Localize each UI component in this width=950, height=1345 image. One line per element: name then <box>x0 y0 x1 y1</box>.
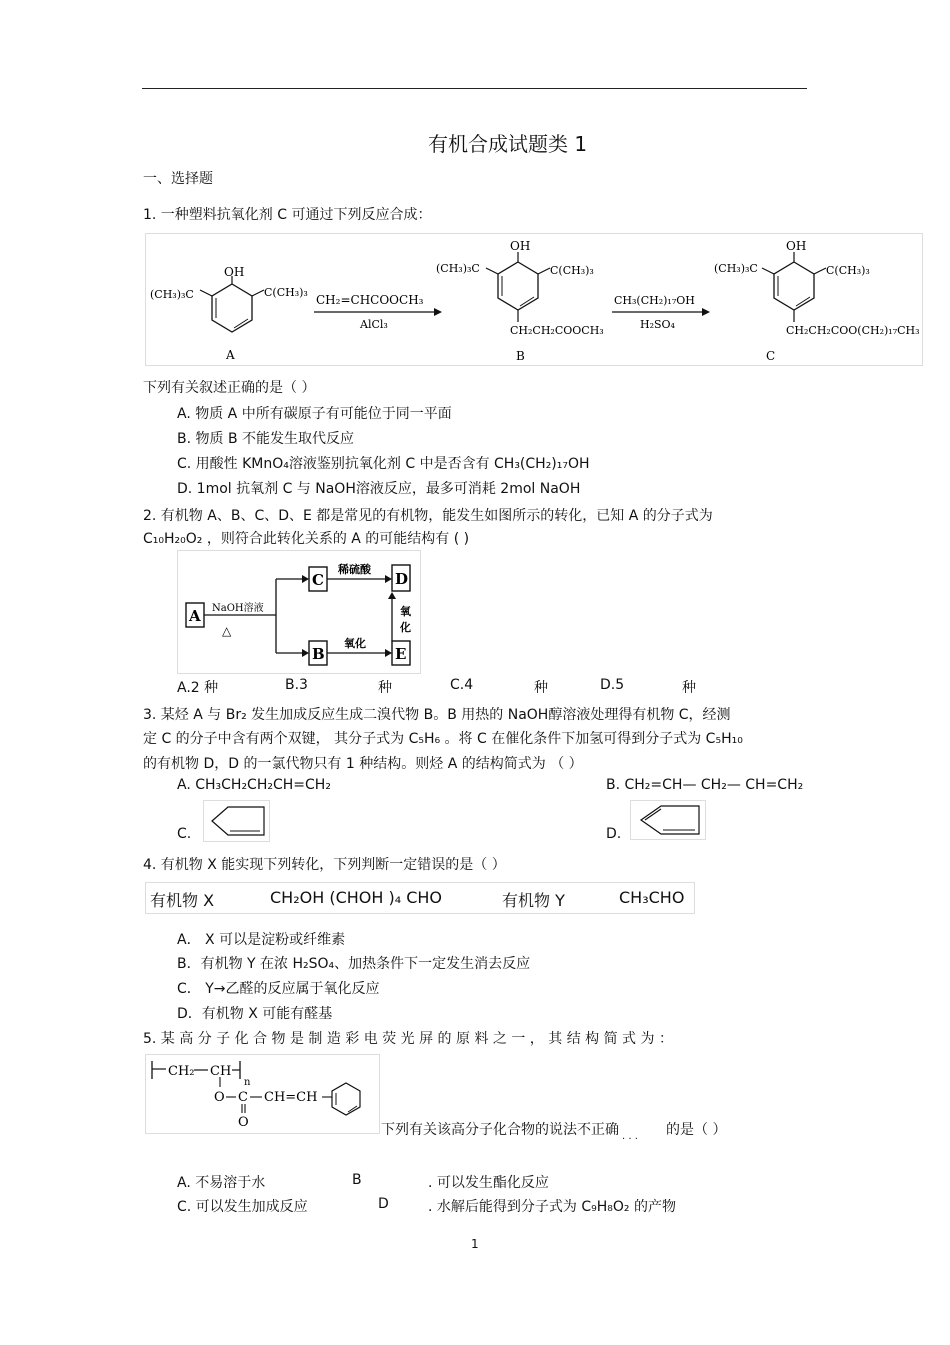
cond-acid: 稀硫酸 <box>338 563 371 576</box>
q4-option-b: B．有机物 Y 在浓 H₂SO₄、加热条件下一定发生消去反应 <box>177 956 531 972</box>
q4-option-c: C． Y→乙醛的反应属于氧化反应 <box>177 981 380 997</box>
b-left-group: (CH₃)₃C <box>436 262 480 275</box>
q4-option-d: D．有机物 X 可能有醛基 <box>177 1006 333 1022</box>
q3-option-a: A. CH₃CH₂CH₂CH=CH₂ <box>177 777 331 793</box>
node-a: A <box>189 607 201 625</box>
q2-diagram <box>177 550 421 674</box>
q1-reaction-svg <box>146 234 922 365</box>
q5-chain: CH=CH <box>264 1090 318 1105</box>
q3-line2: 定 C 的分子中含有两个双键， 其分子式为 C₅H₆ 。将 C 在催化条件下加氢可得到分子式为 C₅H₁₀ <box>143 731 743 747</box>
q1-question: 下列有关叙述正确的是（ ） <box>143 380 316 396</box>
q1-scheme <box>145 233 923 366</box>
cond-oxidation-2b: 化 <box>400 621 411 634</box>
node-b: B <box>312 645 325 663</box>
cond-oxidation-2a: 氧 <box>400 605 411 618</box>
compound-c <box>714 239 920 363</box>
q4-chain-x: 有机物 X <box>150 891 215 910</box>
b-right-group: C(CH₃)₃ <box>550 264 594 277</box>
q5-option-a: A. 不易溶于水 <box>177 1175 266 1191</box>
q5-stem: 5. 某 高 分 子 化 合 物 是 制 造 彩 电 荧 光 屏 的 原 料 之 一 ， 其 结 构 简 式 为 ： <box>143 1031 673 1047</box>
c-oh: OH <box>786 239 807 253</box>
q5-question: 下列有关该高分子化合物的说法不正确 <box>381 1122 619 1138</box>
q5-o: O <box>214 1090 225 1105</box>
q5-c: C <box>238 1090 248 1105</box>
page-title: 有机合成试题类 1 <box>428 132 588 156</box>
q5-option-c: C. 可以发生加成反应 <box>177 1199 308 1215</box>
q3-line1: 3. 某烃 A 与 Br₂ 发生加成反应生成二溴代物 B。B 用热的 NaOH醇溶液处理得有机物 C，经测 <box>143 707 731 723</box>
q5-ch2: CH₂ <box>168 1064 195 1079</box>
q2-option-d: D.5 <box>600 677 625 693</box>
reagent-2: CH₃(CH₂)₁₇OH <box>614 294 695 307</box>
label-b: B <box>516 349 525 363</box>
q5-ch: CH <box>210 1064 232 1079</box>
reagent-1: CH₂=CHCOOCH₃ <box>316 293 424 307</box>
label-c: C <box>766 349 776 363</box>
c-chain: CH₂CH₂COO(CH₂)₁₇CH₃ <box>786 324 920 337</box>
section-heading: 一、选择题 <box>143 171 213 187</box>
q2-option-b-unit: 种 <box>378 680 392 696</box>
c-left-group: (CH₃)₃C <box>714 262 758 275</box>
q5-emphasis-dots: · · · <box>622 1134 638 1145</box>
q5-structure <box>145 1054 380 1134</box>
q1-option-b: B. 物质 B 不能发生取代反应 <box>177 431 355 447</box>
condition-2: H₂SO₄ <box>640 318 675 331</box>
q5-question-tail: 的是（ ） <box>666 1122 727 1138</box>
q3-option-c-structure <box>203 800 270 842</box>
a-right-group: C(CH₃)₃ <box>264 286 308 299</box>
q2-stem-line2: C₁₀H₂₀O₂ ，则符合此转化关系的 A 的可能结构有 ( ) <box>143 531 470 547</box>
header-rule <box>142 88 807 89</box>
q4-chain-acetaldehyde: CH₃CHO <box>619 888 685 907</box>
cond-heat: △ <box>222 624 232 638</box>
q5-n: n <box>244 1077 251 1088</box>
q3-option-d-structure <box>630 800 706 840</box>
node-e: E <box>395 645 407 663</box>
q4-option-a: A． X 可以是淀粉或纤维素 <box>177 932 346 948</box>
condition-1: AlCl₃ <box>360 318 388 331</box>
a-oh: OH <box>224 265 245 279</box>
q2-option-d-unit: 种 <box>682 680 696 696</box>
b-chain: CH₂CH₂COOCH₃ <box>510 324 604 337</box>
q1-stem: 1. 一种塑料抗氧化剂 C 可通过下列反应合成： <box>143 207 432 223</box>
q3-line3: 的有机物 D，D 的一氯代物只有 1 种结构。则烃 A 的结构简式为 （ ） <box>143 756 583 772</box>
node-c: C <box>312 571 324 589</box>
q2-option-a: A.2 种 <box>177 680 219 696</box>
q4-chain <box>145 882 695 914</box>
b-oh: OH <box>510 239 531 253</box>
label-a: A <box>226 348 235 362</box>
a-left-group: (CH₃)₃C <box>150 288 194 301</box>
compound-b <box>436 239 604 363</box>
q1-option-c: C. 用酸性 KMnO₄溶液鉴别抗氧化剂 C 中是否含有 CH₃(CH₂)₁₇OH <box>177 456 590 472</box>
q5-option-b-letter: B <box>352 1172 362 1188</box>
q1-option-a: A. 物质 A 中所有碳原子有可能位于同一平面 <box>177 406 452 422</box>
cond-oxidation-1: 氧化 <box>344 637 366 650</box>
q5-polymer-svg <box>146 1055 379 1133</box>
q5-option-d-letter: D <box>378 1196 389 1212</box>
q1-option-d: D. 1mol 抗氧剂 C 与 NaOH溶液反应，最多可消耗 2mol NaOH <box>177 481 581 497</box>
c-right-group: C(CH₃)₃ <box>826 264 870 277</box>
compound-a <box>150 265 308 362</box>
q2-option-c: C.4 <box>450 677 474 693</box>
q3-option-c: C. <box>177 826 192 842</box>
q5-option-d-text: . 水解后能得到分子式为 C₉H₈O₂ 的产物 <box>428 1199 676 1215</box>
node-d: D <box>395 570 409 588</box>
q5-o2: O <box>238 1115 249 1130</box>
cond-naoh: NaOH溶液 <box>212 603 264 614</box>
q4-stem: 4. 有机物 X 能实现下列转化，下列判断一定错误的是（ ） <box>143 857 506 873</box>
q2-diagram-svg <box>178 551 420 673</box>
page-number: 1 <box>471 1237 479 1251</box>
q4-chain-y: 有机物 Y <box>502 891 565 910</box>
q5-option-b-text: . 可以发生酯化反应 <box>428 1175 549 1191</box>
q2-stem-line1: 2. 有机物 A、B、C、D、E 都是常见的有机物，能发生如图所示的转化，已知 A 的分子式为 <box>143 508 713 524</box>
q3-option-d: D. <box>606 826 622 842</box>
q4-chain-glucose: CH₂OH (CHOH )₄ CHO <box>270 888 443 907</box>
q2-option-b: B.3 <box>285 677 308 693</box>
q2-option-c-unit: 种 <box>534 680 548 696</box>
q3-option-b: B. CH₂=CH— CH₂— CH=CH₂ <box>606 777 804 793</box>
